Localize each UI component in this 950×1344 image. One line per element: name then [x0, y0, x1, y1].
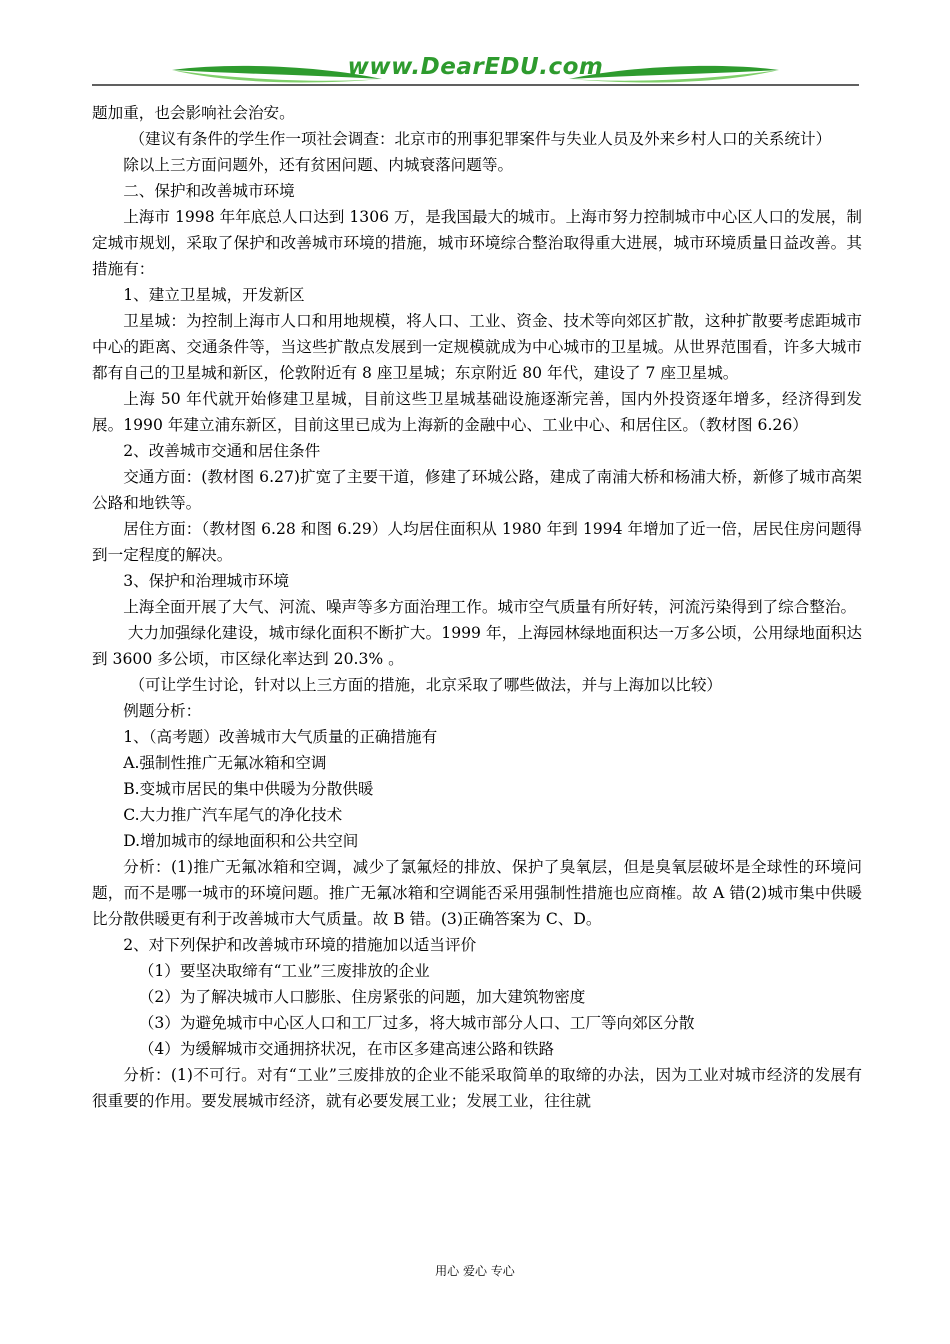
paragraph: 交通方面：(教材图 6.27)扩宽了主要干道，修建了环城公路，建成了南浦大桥和杨浦大桥，新修了城市高架公路和地铁等。	[92, 468, 862, 512]
paragraph: （可让学生讨论，针对以上三方面的措施，北京采取了哪些做法，并与上海加以比较）	[129, 676, 723, 694]
paragraph: 上海市 1998 年年底总人口达到 1306 万，是我国最大的城市。上海市努力控制城市中心区人口的发展，制定城市规划，采取了保护和改善城市环境的措施，城市环境综合整治取得重大进展，城市环境质量日益改善。其措施有：	[92, 208, 862, 278]
paragraph: 1、建立卫星城，开发新区	[123, 286, 305, 304]
paragraph: 上海 50 年代就开始修建卫星城，目前这些卫星城基础设施逐渐完善，国内外投资逐年增多，经济得到发展。1990 年建立浦东新区，目前这里已成为上海新的金融中心、工业中心、和居住区。（教材图 6.26）	[92, 390, 862, 434]
document-body	[92, 100, 862, 1114]
paragraph: C.大力推广汽车尾气的净化技术	[123, 806, 343, 824]
paragraph: （4）为缓解城市交通拥挤状况，在市区多建高速公路和铁路	[138, 1040, 555, 1058]
paragraph: 1、（高考题）改善城市大气质量的正确措施有	[123, 728, 438, 746]
paragraph: 上海全面开展了大气、河流、噪声等多方面治理工作。城市空气质量有所好转，河流污染得到了综合整治。	[123, 598, 857, 616]
site-logo-text: www.DearEDU.com	[347, 54, 604, 80]
paragraph: 例题分析：	[123, 702, 202, 720]
paragraph: 题加重，也会影响社会治安。	[92, 104, 295, 122]
paragraph: （2）为了解决城市人口膨胀、住房紧张的问题，加大建筑物密度	[138, 988, 586, 1006]
paragraph: 2、改善城市交通和居住条件	[123, 442, 321, 460]
paragraph: 二、保护和改善城市环境	[123, 182, 295, 200]
paragraph: 2、对下列保护和改善城市环境的措施加以适当评价	[123, 936, 477, 954]
paragraph: D.增加城市的绿地面积和公共空间	[123, 832, 359, 850]
paragraph: 分析：(1)不可行。对有“工业”三废排放的企业不能采取简单的取缔的办法，因为工业对城市经济的发展有很重要的作用。要发展城市经济，就有必要发展工业；发展工业，往往就	[92, 1066, 862, 1110]
paragraph: 除以上三方面问题外，还有贫困问题、内城衰落问题等。	[123, 156, 514, 174]
page-header	[92, 52, 859, 94]
paragraph: 居住方面：（教材图 6.28 和图 6.29）人均居住面积从 1980 年到 1994 年增加了近一倍，居民住房问题得到一定程度的解决。	[92, 520, 862, 564]
paragraph: 3、保护和治理城市环境	[123, 572, 290, 590]
page-footer: 用心 爱心 专心	[435, 1264, 515, 1278]
paragraph: 大力加强绿化建设，城市绿化面积不断扩大。1999 年，上海园林绿地面积达一万多公顷，公用绿地面积达到 3600 多公顷，市区绿化率达到 20.3% 。	[92, 624, 862, 668]
paragraph: （3）为避免城市中心区人口和工厂过多，将大城市部分人口、工厂等向郊区分散	[138, 1014, 695, 1032]
paragraph: （1）要坚决取缔有“工业”三废排放的企业	[138, 962, 430, 980]
paragraph: B.变城市居民的集中供暖为分散供暖	[123, 780, 374, 798]
paragraph: （建议有条件的学生作一项社会调查：北京市的刑事犯罪案件与失业人员及外来乡村人口的关系统计）	[129, 130, 832, 148]
paragraph: 卫星城：为控制上海市人口和用地规模，将人口、工业、资金、技术等向郊区扩散，这种扩散要考虑距城市中心的距离、交通条件等，当这些扩散点发展到一定规模就成为中心城市的卫星城。从世界范围看，许多大城市都有自己的卫星城和新区，伦敦附近有 8 座卫星城；东京附近 80 年代，建设了 7 座卫星城。	[92, 312, 862, 382]
paragraph: 分析：(1)推广无氟冰箱和空调，减少了氯氟烃的排放、保护了臭氧层，但是臭氧层破坏是全球性的环境问题，而不是哪一城市的环境问题。推广无氟冰箱和空调能否采用强制性措施也应商榷。故 A 错(2)城市集中供暖比分散供暖更有利于改善城市大气质量。故 B 错。(3)正确答案为 C、D。	[92, 858, 862, 928]
paragraph: A.强制性推广无氟冰箱和空调	[123, 754, 327, 772]
